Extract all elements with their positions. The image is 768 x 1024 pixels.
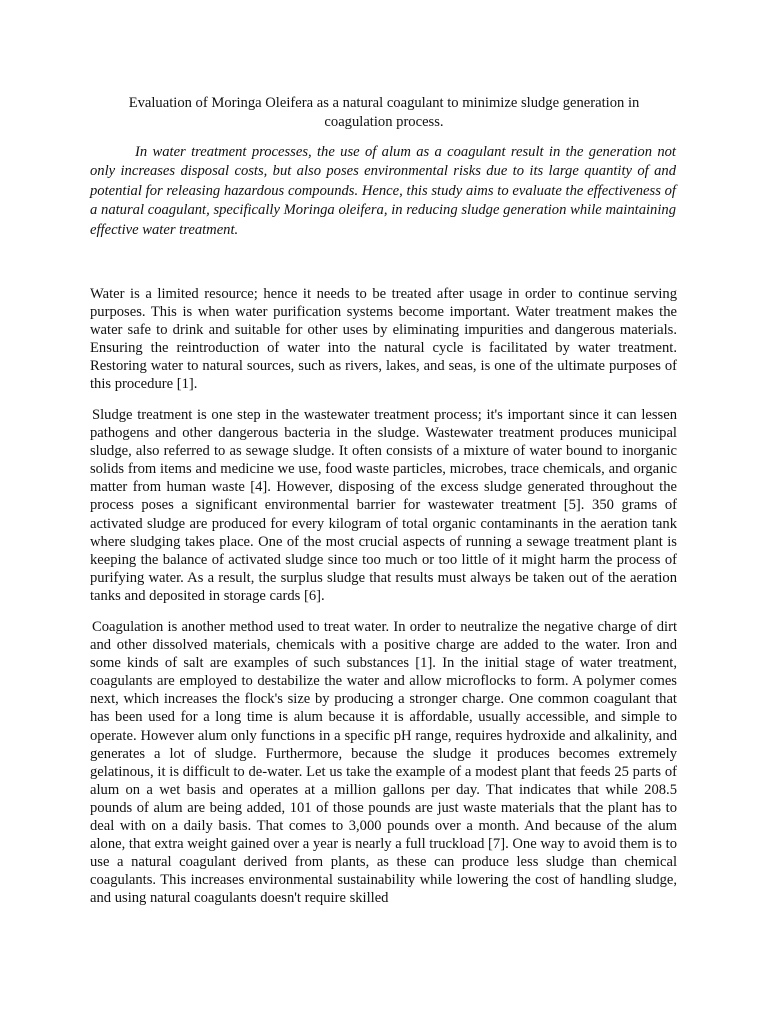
abstract-paragraph: In water treatment processes, the use of alum as a coagulant result in the generation not only increases disposal costs, but also poses environmental risks due to its large quantity of and potential for releasing hazardous compounds. Hence, this study aims to evaluate the effectiveness of a natural coagulant, specifically Moringa oleifera, in reducing sludge generation while maintaining effective water treatment.	[90, 144, 676, 238]
document-title: Evaluation of Moringa Oleifera as a natural coagulant to minimize sludge generation in coagulation process.	[128, 95, 640, 130]
body-paragraph-coagulation: Coagulation is another method used to treat water. In order to neutralize the negative charge of dirt and other dissolved materials, chemicals with a positive charge are added to the water. Iron and some kinds of salt are examples of such substances [1]. In the initial stage of water treatment, coagulants are employed to destabilize the water and allow microflocks to form. A polymer comes next, which increases the flock's size by producing a stronger charge. One common coagulant that has been used for a long time is alum because it is affordable, usually accessible, and simple to operate. However alum only functions in a specific pH range, requires hydroxide and alkalinity, and generates a lot of sludge. Furthermore, because the sludge it produces becomes extremely gelatinous, it is difficult to de-water. Let us take the example of a modest plant that feeds 25 parts of alum on a wet basis and operates at a million gallons per day. That indicates that while 208.5 pounds of alum are being added, 101 of those pounds are just waste materials that the plant has to deal with on a daily basis. That comes to 3,000 pounds over a month. And because of the alum alone, that extra weight gained over a year is nearly a full truckload [7]. One way to avoid them is to use a natural coagulant derived from plants, as these can produce less sludge than chemical coagulants. This increases environmental sustainability while lowering the cost of handling sludge, and using natural coagulants doesn't require skilled	[90, 619, 677, 907]
body-paragraph-sludge-treatment: Sludge treatment is one step in the wastewater treatment process; it's important since it can lessen pathogens and other dangerous bacteria in the sludge. Wastewater treatment produces municipal sludge, also referred to as sewage sludge. It often consists of a mixture of water bound to inorganic solids from items and medicine we use, food waste particles, microbes, trace chemicals, and organic matter from human waste [4]. However, disposing of the excess sludge generated throughout the process poses a significant environmental barrier for wastewater treatment [5]. 350 grams of activated sludge are produced for every kilogram of total organic contaminants in the aeration tank where sludging takes place. One of the most crucial aspects of running a sewage treatment plant is keeping the balance of activated sludge since too much or too little of it might harm the process of purifying water. As a result, the surplus sludge that results must always be taken out of the aeration tanks and deposited in storage cards [6].	[90, 407, 677, 604]
body-paragraph-water-resource: Water is a limited resource; hence it needs to be treated after usage in order to continue serving purposes. This is when water purification systems become important. Water treatment makes the water safe to drink and suitable for other uses by eliminating impurities and dangerous materials. Ensuring the reintroduction of water into the natural cycle is facilitated by water treatment. Restoring water to natural sources, such as rivers, lakes, and seas, is one of the ultimate purposes of this procedure [1].	[90, 286, 677, 393]
